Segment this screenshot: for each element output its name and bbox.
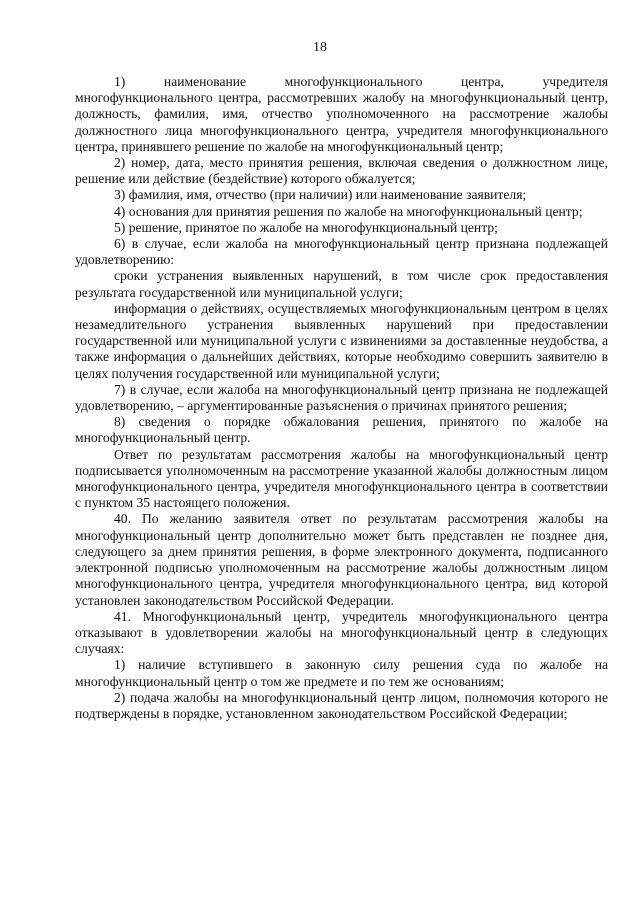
paragraph: 1) наименование многофункционального центра, учредителя многофункционального центра, рассмотревших жалобу на многофункциональный центр, должность, фамилия, имя, отчество уполномоченного на рассмотрение жалобы должностного лица многофункционального центра, учредителя многофункционального центра, принявшего решение по жалобе на многофункциональный центр; <box>75 74 608 154</box>
paragraph: 40. По желанию заявителя ответ по результатам рассмотрения жалобы на многофункциональный центр дополнительно может быть представлен не позднее дня, следующего за днем принятия решения, в форме электронного документа, подписанного электронной подписью уполномоченным на рассмотрение жалобы должностным лицом многофункционального центра, учредителя многофункционального центра, вид которой установлен законодательством Российской Федерации. <box>75 511 608 608</box>
page-number: 18 <box>313 40 327 55</box>
paragraph: 4) основания для принятия решения по жалобе на многофункциональный центр; <box>114 203 583 219</box>
paragraph: сроки устранения выявленных нарушений, в том числе срок предоставления результата государственной или муниципальной услуги; <box>75 268 608 300</box>
paragraph: информация о действиях, осуществляемых многофункциональным центром в целях незамедлительного устранения выявленных нарушений при предоставлении государственной или муниципальной услуги с извинениями за доставленные неудобства, а также информация о дальнейших действиях, которые необходимо совершить заявителю в целях получения государственной или муниципальной услуги; <box>75 300 608 381</box>
paragraph: 6) в случае, если жалоба на многофункциональный центр признана подлежащей удовлетворению: <box>75 236 608 268</box>
paragraph: 8) сведения о порядке обжалования решения, принятого по жалобе на многофункциональный центр. <box>75 414 608 446</box>
paragraph: 5) решение, принятое по жалобе на многофункциональный центр; <box>114 219 498 235</box>
document-body <box>75 74 608 722</box>
paragraph: 1) наличие вступившего в законную силу решения суда по жалобе на многофункциональный центр о том же предмете и по тем же основаниям; <box>75 657 608 689</box>
paragraph: 7) в случае, если жалоба на многофункциональный центр признана не подлежащей удовлетворению, – аргументированные разъяснения о причинах принятого решения; <box>75 381 608 414</box>
paragraph: 2) номер, дата, место принятия решения, включая сведения о должностном лице, решение или действие (бездействие) которого обжалуется; <box>75 155 608 187</box>
paragraph: Ответ по результатам рассмотрения жалобы на многофункциональный центр подписывается уполномоченным на рассмотрение указанной жалобы должностным лицом многофункционального центра, учредителя многофункционального центра в соответствии с пунктом 35 настоящего положения. <box>75 446 608 511</box>
paragraph: 3) фамилия, имя, отчество (при наличии) или наименование заявителя; <box>114 187 527 203</box>
paragraph: 2) подача жалобы на многофункциональный центр лицом, полномочия которого не подтверждены в порядке, установленном законодательством Российской Федерации; <box>75 689 608 721</box>
paragraph: 41. Многофункциональный центр, учредитель многофункционального центра отказывают в удовлетворении жалобы на многофункциональный центр в следующих случаях: <box>75 608 608 657</box>
